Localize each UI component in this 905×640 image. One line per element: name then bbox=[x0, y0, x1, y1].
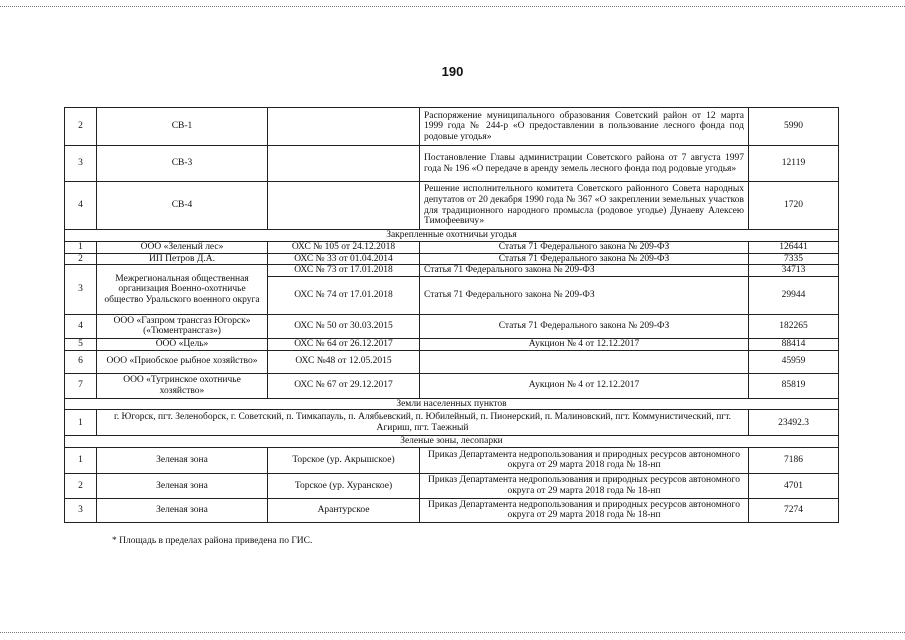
document-cell: Распоряжение муниципального образования Советский район от 12 марта 1999 года № 244-р «О предоставлении в пользование лесного фонда под родовые угодья» bbox=[420, 108, 749, 146]
document-cell: Постановление Главы администрации Советского района от 7 августа 1997 года № 196 «О передаче в аренду земель лесного фонда под родовые угодья» bbox=[420, 146, 749, 182]
table-row bbox=[65, 338, 839, 350]
area-cell: 29944 bbox=[749, 276, 839, 314]
document-cell: Аукцион № 4 от 12.12.2017 bbox=[420, 373, 749, 398]
area-cell: 7335 bbox=[749, 253, 839, 265]
area-cell: 5990 bbox=[749, 108, 839, 146]
owner-name: Зеленая зона bbox=[97, 473, 268, 498]
owner-name: Зеленая зона bbox=[97, 447, 268, 473]
area-cell: 34713 bbox=[749, 265, 839, 277]
owner-name: ООО «Приобское рыбное хозяйство» bbox=[97, 350, 268, 373]
page-number: 190 bbox=[441, 64, 464, 79]
row-number: 3 bbox=[65, 146, 97, 182]
scan-edge-top bbox=[0, 6, 905, 7]
plot-cell: ОХС № 64 от 26.12.2017 bbox=[268, 338, 420, 350]
document-cell: Статья 71 Федерального закона № 209-ФЗ bbox=[420, 241, 749, 253]
row-number: 2 bbox=[65, 253, 97, 265]
table-row bbox=[65, 498, 839, 522]
table-row bbox=[65, 265, 839, 277]
row-number: 2 bbox=[65, 108, 97, 146]
area-cell: 12119 bbox=[749, 146, 839, 182]
scan-edge-bottom bbox=[0, 632, 905, 633]
document-cell: Статья 71 Федерального закона № 209-ФЗ bbox=[420, 265, 749, 277]
plot-cell: ОХС №48 от 12.05.2015 bbox=[268, 350, 420, 373]
owner-name: ООО «Цель» bbox=[97, 338, 268, 350]
area-cell: 7186 bbox=[749, 447, 839, 473]
area-cell: 45959 bbox=[749, 350, 839, 373]
document-cell: Статья 71 Федерального закона № 209-ФЗ bbox=[420, 314, 749, 338]
plot-cell: ОХС № 50 от 30.03.2015 bbox=[268, 314, 420, 338]
section-title: Земли населенных пунктов bbox=[65, 398, 839, 410]
plot-cell: ОХС № 74 от 17.01.2018 bbox=[268, 276, 420, 314]
owner-name: СВ-4 bbox=[97, 182, 268, 230]
document-cell: Приказ Департамента недропользования и природных ресурсов автономного округа от 29 марта 2018 года № 18-нп bbox=[420, 473, 749, 498]
document-cell: Статья 71 Федерального закона № 209-ФЗ bbox=[420, 276, 749, 314]
row-number: 1 bbox=[65, 447, 97, 473]
land-table bbox=[64, 107, 839, 523]
table-row bbox=[65, 473, 839, 498]
row-number: 2 bbox=[65, 473, 97, 498]
plot-cell: Арантурское bbox=[268, 498, 420, 522]
plot-cell: Торское (ур. Хуранское) bbox=[268, 473, 420, 498]
document-cell: Решение исполнительного комитета Советского районного Совета народных депутатов от 20 декабря 1990 года № 367 «О закреплении земельных участков для традиционного народного промысла (родовое угодье) Дунаеву Алексею Тимофеевичу» bbox=[420, 182, 749, 230]
area-cell: 4701 bbox=[749, 473, 839, 498]
row-number: 4 bbox=[65, 314, 97, 338]
plot-cell: ОХС № 105 от 24.12.2018 bbox=[268, 241, 420, 253]
plot-cell: ОХС № 73 от 17.01.2018 bbox=[268, 265, 420, 277]
row-number: 6 bbox=[65, 350, 97, 373]
area-cell: 126441 bbox=[749, 241, 839, 253]
row-number: 7 bbox=[65, 373, 97, 398]
table-row bbox=[65, 241, 839, 253]
area-cell: 85819 bbox=[749, 373, 839, 398]
row-number: 1 bbox=[65, 410, 97, 436]
table-row bbox=[65, 146, 839, 182]
area-cell: 23492.3 bbox=[749, 410, 839, 436]
plot-cell bbox=[268, 108, 420, 146]
row-number: 5 bbox=[65, 338, 97, 350]
table-row bbox=[65, 314, 839, 338]
owner-name: СВ-3 bbox=[97, 146, 268, 182]
table-row bbox=[65, 447, 839, 473]
document-cell bbox=[420, 350, 749, 373]
table-row bbox=[65, 253, 839, 265]
owner-name: ООО «Зеленый лес» bbox=[97, 241, 268, 253]
owner-name: ООО «Газпром трансгаз Югорск» («Тюментрансгаз») bbox=[97, 314, 268, 338]
section-header-hunting bbox=[65, 230, 839, 242]
area-cell: 182265 bbox=[749, 314, 839, 338]
settlements-list: г. Югорск, пгт. Зеленоборск, г. Советский, п. Тимкапауль, п. Алябьевский, п. Юбилейный, п. Пионерский, п. Малиновский, пгт. Коммунистический, пгт. Агириш, пгт. Таежный bbox=[97, 410, 749, 436]
row-number: 1 bbox=[65, 241, 97, 253]
area-cell: 1720 bbox=[749, 182, 839, 230]
plot-cell: ОХС № 33 от 01.04.2014 bbox=[268, 253, 420, 265]
document-cell: Приказ Департамента недропользования и природных ресурсов автономного округа от 29 марта 2018 года № 18-нп bbox=[420, 447, 749, 473]
section-title: Зеленые зоны, лесопарки bbox=[65, 436, 839, 448]
section-header-settlements bbox=[65, 398, 839, 410]
area-cell: 88414 bbox=[749, 338, 839, 350]
document-cell: Статья 71 Федерального закона № 209-ФЗ bbox=[420, 253, 749, 265]
plot-cell bbox=[268, 182, 420, 230]
plot-cell: ОХС № 67 от 29.12.2017 bbox=[268, 373, 420, 398]
table-row bbox=[65, 410, 839, 436]
owner-name: Межрегиональная общественная организация Военно-охотничье общество Уральского военного округа bbox=[97, 265, 268, 315]
section-header-green bbox=[65, 436, 839, 448]
table-row bbox=[65, 182, 839, 230]
table-row bbox=[65, 108, 839, 146]
row-number: 3 bbox=[65, 498, 97, 522]
area-cell: 7274 bbox=[749, 498, 839, 522]
row-number: 4 bbox=[65, 182, 97, 230]
plot-cell bbox=[268, 146, 420, 182]
table-row bbox=[65, 373, 839, 398]
footnote: * Площадь в пределах района приведена по ГИС. bbox=[112, 536, 313, 546]
owner-name: Зеленая зона bbox=[97, 498, 268, 522]
document-cell: Аукцион № 4 от 12.12.2017 bbox=[420, 338, 749, 350]
owner-name: ИП Петров Д.А. bbox=[97, 253, 268, 265]
document-cell: Приказ Департамента недропользования и природных ресурсов автономного округа от 29 марта 2018 года № 18-нп bbox=[420, 498, 749, 522]
owner-name: ООО «Тугринское охотничье хозяйство» bbox=[97, 373, 268, 398]
owner-name: СВ-1 bbox=[97, 108, 268, 146]
plot-cell: Торское (ур. Акрышское) bbox=[268, 447, 420, 473]
section-title: Закрепленные охотничьи угодья bbox=[65, 230, 839, 242]
table-row bbox=[65, 350, 839, 373]
row-number: 3 bbox=[65, 265, 97, 315]
